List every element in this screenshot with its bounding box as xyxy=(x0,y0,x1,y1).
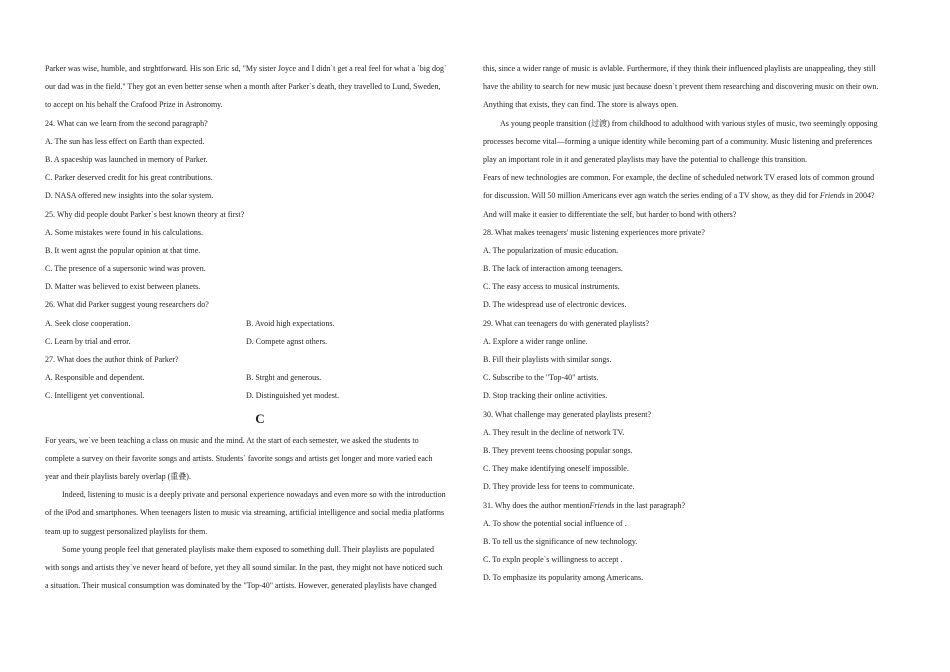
passage-text: in 2004? xyxy=(844,191,875,201)
option-c: C. Intelligent yet conventional. xyxy=(45,391,145,401)
passage-line: with songs and artists they`ve never heard of before, yet they all sound similar. In the past, they might not have noticed such xyxy=(45,562,443,572)
option-b: B. Fill their playlists with similar songs. xyxy=(483,355,612,364)
option-d: D. NASA offered new insights into the solar system. xyxy=(45,191,214,201)
passage-line: For years, we`ve been teaching a class on music and the mind. At the start of each semester, we asked the students to xyxy=(45,435,419,445)
question-25 xyxy=(45,206,465,297)
question-stem: 28. What makes teenagers' music listening experiences more private? xyxy=(483,227,705,237)
question-stem: 27. What does the author think of Parker? xyxy=(45,355,179,364)
option-b: B. The lack of interaction among teenagers. xyxy=(483,264,623,274)
passage-line: have the ability to search for new music just because doesn`t prevent them researching and discovering music on their own. xyxy=(483,82,879,92)
option-d: D. Stop tracking their online activities. xyxy=(483,391,608,401)
question-29 xyxy=(483,315,903,406)
section-heading: C xyxy=(255,410,265,426)
question-30 xyxy=(483,406,903,497)
option-d: D. Compete agnst others. xyxy=(246,336,328,346)
option-d: D. The widespread use of electronic devices. xyxy=(483,300,627,310)
option-row xyxy=(45,315,465,333)
option-a: A. Some mistakes were found in his calculations. xyxy=(45,227,203,237)
passage-line: And will make it easier to differentiate the self, but harder to bond with others? xyxy=(483,209,737,219)
passage-line: play an important role in it and generated playlists may have the potential to challenge this transition. xyxy=(483,154,808,164)
question-stem: 24. What can we learn from the second paragraph? xyxy=(45,118,208,128)
friends-title: Friends xyxy=(819,191,845,201)
option-d: D. Distinguished yet modest. xyxy=(246,391,340,401)
question-stem: 29. What can teenagers do with generated playlists? xyxy=(483,318,650,328)
option-row xyxy=(45,333,465,351)
option-b: B. To tell us the significance of new technology. xyxy=(483,536,638,546)
option-c: C. Learn by trial and error. xyxy=(45,336,131,346)
passage-b-line: Parker was wise, humble, and strghtforward. His son Eric sd, "My sister Joyce and I didn`t get a real feel for what a `big dog` xyxy=(45,64,447,73)
passage-line: Some young people feel that generated playlists make them exposed to something dull. Their playlists are populated xyxy=(62,544,434,554)
option-a: A. To show the potential social influence of . xyxy=(483,518,627,528)
option-c: C. To expln people`s willingness to accept . xyxy=(483,555,623,565)
question-27 xyxy=(45,351,465,406)
option-b: B. It went agnst the popular opinion at that time. xyxy=(45,245,201,255)
option-a: A. Responsible and dependent. xyxy=(45,373,145,383)
option-a: A. Seek close cooperation. xyxy=(45,318,131,328)
question-28 xyxy=(483,224,903,315)
friends-title: Friends xyxy=(589,500,615,510)
option-d: D. Matter was believed to exist between planets. xyxy=(45,282,201,292)
passage-line: As young people transition (过渡) from childhood to adulthood with various styles of music, two seemingly opposing xyxy=(500,118,878,128)
option-b: B. A spaceship was launched in memory of Parker. xyxy=(45,154,208,164)
question-26 xyxy=(45,296,465,351)
option-row xyxy=(45,387,465,405)
passage-line: processes become vital—forming a unique identity while becoming part of a community. Music listening and preferences xyxy=(483,136,873,146)
option-d: D. They provide less for teens to communicate. xyxy=(483,482,635,492)
question-stem: 26. What did Parker suggest young researchers do? xyxy=(45,300,209,310)
passage-line: complete a survey on their favorite songs and artists. Students` favorite songs and artists get longer and more varied each xyxy=(45,453,433,463)
option-a: A. They result in the decline of network TV. xyxy=(483,427,625,437)
passage-line: Indeed, listening to music is a deeply private and personal experience nowadays and even more so with the introduction xyxy=(62,490,446,500)
option-c: C. Parker deserved credit for his great contributions. xyxy=(45,173,213,183)
passage-b-line: to accept on his behalf the Crafood Prize in Astronomy. xyxy=(45,100,223,110)
passage-line: Anything that exists, they can find. The store is always open. xyxy=(483,100,679,110)
option-b: B. Strght and generous. xyxy=(246,373,322,383)
option-c: C. The presence of a supersonic wind was proven. xyxy=(45,264,206,274)
passage-line: Fears of new technologies are common. For example, the decline of scheduled network TV erased lots of common ground xyxy=(483,173,875,183)
passage-c xyxy=(45,432,465,596)
question-31 xyxy=(483,497,903,588)
question-stem xyxy=(483,497,903,515)
option-c: C. Subscribe to the "Top-40" artists. xyxy=(483,373,599,383)
passage-line: of the iPod and smartphones. When teenagers listen to music via streaming, artificial intelligence and social media platforms xyxy=(45,508,445,518)
passage-line: year and their playlists barely overlap (重叠). xyxy=(45,471,191,481)
right-column xyxy=(483,60,903,587)
option-a: A. The sun has less effect on Earth than expected. xyxy=(45,136,205,146)
passage-line: team up to suggest personalized playlists for them. xyxy=(45,526,208,536)
passage-line: a situation. Their musical consumption was dominated by the "Top-40" artists. However, generated playlists have changed xyxy=(45,581,437,591)
option-b: B. Avoid high expectations. xyxy=(246,318,335,328)
passage-c-continued xyxy=(483,60,903,224)
option-b: B. They prevent teens choosing popular songs. xyxy=(483,445,633,455)
question-stem-text: in the last paragraph? xyxy=(614,500,686,510)
option-d: D. To emphasize its popularity among Americans. xyxy=(483,573,644,583)
left-column xyxy=(45,60,465,595)
question-stem-text: 31. Why does the author mention xyxy=(483,500,590,510)
passage-line xyxy=(483,187,903,205)
question-stem: 25. Why did people doubt Parker`s best known theory at first? xyxy=(45,209,245,219)
question-stem: 30. What challenge may generated playlists present? xyxy=(483,409,652,419)
option-c: C. They make identifying oneself impossible. xyxy=(483,464,629,474)
option-row xyxy=(45,369,465,387)
option-a: A. The popularization of music education. xyxy=(483,245,619,255)
passage-b-line: our dad was in the field." They got an even better sense when a month after Parker`s death, they travelled to Lund, Sweden, xyxy=(45,82,441,92)
option-c: C. The easy access to musical instruments. xyxy=(483,282,620,292)
option-a: A. Explore a wider range online. xyxy=(483,336,588,346)
passage-line: this, since a wider range of music is avlable. Furthermore, if they think their influenced playlists are unappealing, they still xyxy=(483,64,876,73)
question-24 xyxy=(45,115,465,206)
passage-text: for discussion. Will 50 million Americans ever agn watch the series ending of a TV show, as they did for xyxy=(483,191,818,201)
